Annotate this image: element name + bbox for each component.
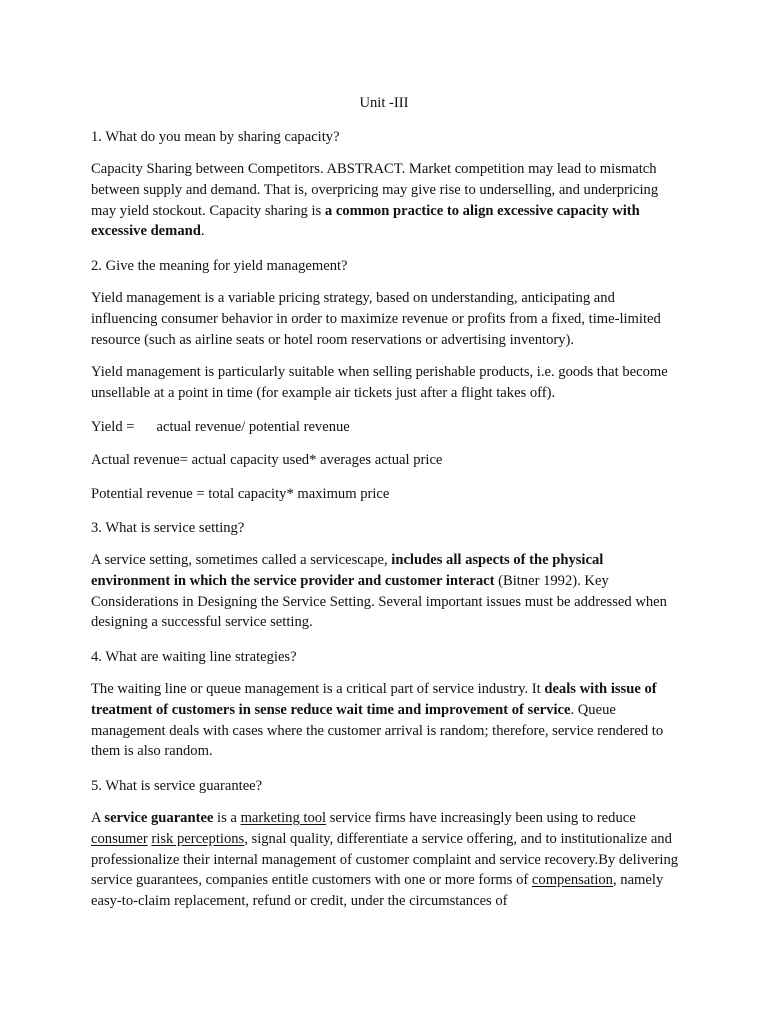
- answer-3: [91, 550, 681, 633]
- answer-5-t5: service firms have increasingly been using to reduce: [326, 810, 636, 826]
- link-marketing-tool[interactable]: marketing tool: [240, 810, 327, 826]
- answer-1-bold: a common practice to align excessive capacity with excessive demand: [91, 202, 640, 240]
- answer-1-text: Capacity Sharing between Competitors. ABSTRACT. Market competition may lead to mismatch between supply and demand. That is, overpricing may give rise to underselling, and underpricing may yield stockout. Capacity sharing is: [91, 161, 659, 219]
- question-3: 3. What is service setting?: [91, 520, 245, 536]
- question-1: 1. What do you mean by sharing capacity?: [91, 129, 340, 145]
- question-4: 4. What are waiting line strategies?: [91, 649, 297, 665]
- answer-3-text: A service setting, sometimes called a servicescape,: [91, 552, 392, 568]
- link-compensation[interactable]: compensation: [531, 872, 613, 889]
- answer-3-end: (Bitner 1992). Key Considerations in Designing the Service Setting. Several important issues must be addressed when designing a successful service setting.: [91, 572, 667, 631]
- answer-4-end: . Queue management deals with cases where the customer arrival is random; therefore, service rendered to them is also random.: [91, 701, 664, 760]
- answer-4-text: The waiting line or queue management is a critical part of service industry. It: [91, 681, 545, 697]
- actual-revenue-formula: Actual revenue= actual capacity used* averages actual price: [91, 452, 443, 468]
- answer-5-t1: A: [91, 810, 105, 826]
- page-title: Unit -III: [359, 95, 409, 111]
- question-2: 2. Give the meaning for yield management?: [91, 258, 348, 274]
- question-5: 5. What is service guarantee?: [91, 778, 263, 794]
- yield-formula-text: actual revenue/ potential revenue: [156, 419, 350, 435]
- answer-2a: Yield management is a variable pricing strategy, based on understanding, anticipating and influencing consumer behavior in order to maximize revenue or profits from a fixed, time-limited resource (such as airline seats or hotel room reservations or advertising inventory).: [91, 290, 661, 348]
- answer-5: [91, 808, 681, 912]
- answer-4-bold: deals with issue of treatment of customers in sense reduce wait time and improvement of service: [91, 681, 657, 718]
- potential-revenue-formula: Potential revenue = total capacity* maximum price: [91, 486, 390, 502]
- answer-4: [91, 679, 681, 762]
- answer-5-t9: , signal quality, differentiate a service offering, and to institutionalize and professionalize their internal management of customer complaint and service recovery.By delivering service guarantees, companies entitle customers with one or more forms of: [91, 830, 679, 889]
- link-risk-perceptions[interactable]: risk perceptions: [151, 830, 245, 847]
- answer-1-end: .: [200, 223, 205, 240]
- answer-5-t3: is a: [213, 810, 241, 826]
- yield-label: Yield =: [91, 419, 135, 435]
- answer-1: [91, 159, 681, 242]
- answer-5-t11: , namely easy-to-claim replacement, refund or credit, under the circumstances of: [91, 872, 664, 910]
- yield-formula: [91, 417, 681, 438]
- link-consumer[interactable]: consumer: [91, 830, 148, 847]
- answer-3-bold: includes all aspects of the physical environment in which the service provider and customer interact: [91, 552, 604, 589]
- answer-5-bold: service guarantee: [104, 810, 214, 826]
- answer-2b: Yield management is particularly suitable when selling perishable products, i.e. goods that become unsellable at a point in time (for example air tickets just after a flight takes off).: [91, 364, 668, 401]
